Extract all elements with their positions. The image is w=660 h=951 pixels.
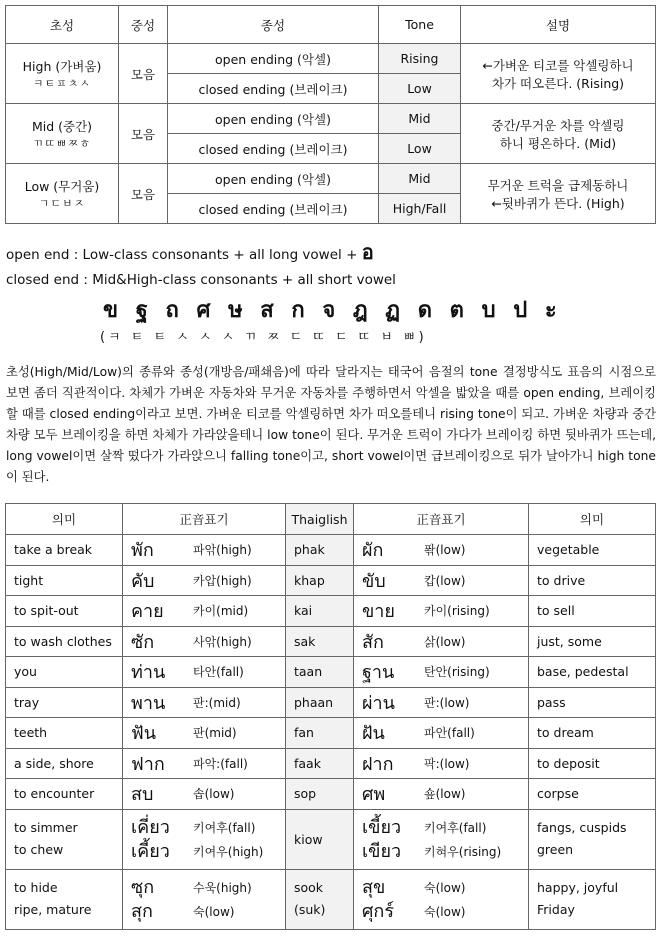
open-ending-cell: open ending (악셀) — [168, 44, 379, 74]
korean-spelling: 키여후(fall) — [193, 820, 256, 835]
table-row — [6, 687, 656, 718]
description-cell: 무거운 트럭을 급제동하니 ←뒷바퀴가 뜬다. (High) — [461, 164, 656, 224]
initial-class-low: Low (무거움) ㄱㄷㅂㅈ — [6, 164, 119, 224]
meaning-cell: pass — [529, 687, 656, 718]
closed-ending-cell: closed ending (브레이크) — [168, 194, 379, 224]
thai-word: ศุกร์ — [362, 900, 394, 922]
spelling-cell — [354, 657, 529, 688]
thaiglish-cell: sook (suk) — [286, 869, 354, 929]
closed-end-note: closed end : Mid&High-class consonants + all short vowel — [6, 272, 396, 288]
header-spelling-1: 正音표기 — [123, 504, 286, 535]
thai-word: เขียว — [362, 840, 402, 862]
open-end-note: open end : Low-class consonants + all long vowel + อ — [6, 240, 374, 264]
meaning-cell: you — [6, 657, 123, 688]
thai-word: ขาย — [362, 601, 395, 623]
thai-word: ผ่าน — [362, 692, 395, 714]
korean-spelling: 수욱(high) — [193, 880, 252, 895]
vocab-table — [5, 503, 656, 930]
spelling-cell — [123, 596, 286, 627]
korean-spelling: 카이(rising) — [424, 604, 490, 619]
spelling-cell — [354, 809, 529, 869]
korean-spelling: 판:(mid) — [193, 695, 241, 710]
table-row — [6, 535, 656, 566]
korean-spelling: 카압(high) — [193, 573, 252, 588]
thai-word: สุก — [131, 900, 153, 922]
header-vowel: 중성 — [119, 6, 168, 44]
open-ending-cell: open ending (악셀) — [168, 164, 379, 194]
tone-rules-table — [5, 5, 656, 224]
meaning-cell: vegetable — [529, 535, 656, 566]
thai-word: คาย — [131, 601, 164, 623]
table-row — [6, 565, 656, 596]
thai-word: ท่าน — [131, 662, 166, 684]
thai-consonant-list: ข ฐ ถ ศ ษ ส ก จ ฎ ฏ ด ต บ ป ะ — [103, 298, 562, 323]
thai-word: ขับ — [362, 570, 386, 592]
thaiglish-cell: faak — [286, 748, 354, 779]
thai-word: เขี้ยว — [362, 816, 402, 838]
spelling-cell — [123, 535, 286, 566]
spelling-cell — [354, 687, 529, 718]
header-final: 종성 — [168, 6, 379, 44]
meaning-cell: to sell — [529, 596, 656, 627]
korean-spelling: 파앆(high) — [193, 543, 252, 558]
thai-word: ผัก — [362, 540, 384, 562]
spelling-cell — [123, 809, 286, 869]
header-thaiglish: Thaiglish — [286, 504, 354, 535]
vowel-cell: 모음 — [119, 164, 168, 224]
thai-word: ฐาน — [362, 662, 395, 684]
meaning-cell: corpse — [529, 779, 656, 810]
korean-spelling: 사앆(high) — [193, 634, 252, 649]
tone-cell: Low — [379, 134, 461, 164]
meaning-cell: to wash clothes — [6, 626, 123, 657]
korean-spelling: 타안(fall) — [193, 665, 244, 680]
thai-word: ซุก — [131, 876, 155, 898]
thaiglish-cell: kai — [286, 596, 354, 627]
thai-word: เคี่ยว — [131, 816, 170, 838]
header-meaning-1: 의미 — [6, 504, 123, 535]
meaning-cell: to deposit — [529, 748, 656, 779]
thai-word: สบ — [131, 784, 154, 806]
thai-o-ang-char: อ — [361, 240, 374, 264]
description-cell: ←가벼운 티코를 악셀링하니 차가 떠오른다. (Rising) — [461, 44, 656, 104]
korean-spelling: 파안(fall) — [424, 726, 475, 741]
spelling-cell — [354, 535, 529, 566]
meaning-cell: teeth — [6, 718, 123, 749]
table-row — [6, 748, 656, 779]
closed-ending-cell: closed ending (브레이크) — [168, 74, 379, 104]
spelling-cell — [123, 748, 286, 779]
korean-spelling: 키여후(fall) — [424, 820, 487, 835]
korean-spelling: 숙(low) — [193, 904, 235, 919]
korean-spelling: 캅(low) — [424, 573, 466, 588]
spelling-cell — [123, 626, 286, 657]
spelling-cell — [354, 718, 529, 749]
thai-word: ศพ — [362, 784, 386, 806]
meaning-cell: tight — [6, 565, 123, 596]
spelling-cell — [123, 869, 286, 929]
thaiglish-cell: khap — [286, 565, 354, 596]
initial-class-mid: Mid (중간) ㄲㄸㅃㅉㅎ — [6, 104, 119, 164]
meaning-cell: to dream — [529, 718, 656, 749]
thai-word: สุข — [362, 876, 386, 898]
table-row — [6, 626, 656, 657]
header-tone: Tone — [379, 6, 461, 44]
closed-ending-cell: closed ending (브레이크) — [168, 134, 379, 164]
korean-spelling: 숖(low) — [424, 787, 466, 802]
meaning-cell: fangs, cuspids green — [529, 809, 656, 869]
tone-cell: Mid — [379, 164, 461, 194]
table-row — [6, 718, 656, 749]
korean-spelling: 키여우(high) — [193, 844, 264, 859]
table-row — [6, 779, 656, 810]
spelling-cell — [123, 687, 286, 718]
thai-word: คับ — [131, 570, 155, 592]
meaning-cell: take a break — [6, 535, 123, 566]
spelling-cell — [354, 626, 529, 657]
thai-word: พัก — [131, 540, 154, 562]
korean-spelling: 숙(low) — [424, 880, 466, 895]
korean-spelling: 파악:(fall) — [193, 756, 248, 771]
korean-spelling: 탄안(rising) — [424, 665, 490, 680]
meaning-cell: to encounter — [6, 779, 123, 810]
thaiglish-cell: sak — [286, 626, 354, 657]
thaiglish-cell: sop — [286, 779, 354, 810]
meaning-cell: to drive — [529, 565, 656, 596]
meaning-cell: to hide ripe, mature — [6, 869, 123, 929]
thai-word: พาน — [131, 692, 166, 714]
meaning-cell: to simmer to chew — [6, 809, 123, 869]
spelling-cell — [354, 748, 529, 779]
thai-word: สัก — [362, 631, 384, 653]
meaning-cell: a side, shore — [6, 748, 123, 779]
table-row — [6, 596, 656, 627]
korean-spelling: 삵(low) — [424, 634, 466, 649]
korean-spelling: 팍:(low) — [424, 756, 470, 771]
thaiglish-cell: fan — [286, 718, 354, 749]
thai-word: ฝัน — [362, 723, 385, 745]
header-meaning-2: 의미 — [529, 504, 656, 535]
korean-spelling: 판(mid) — [193, 726, 237, 741]
thaiglish-cell: taan — [286, 657, 354, 688]
korean-spelling: 퐊(low) — [424, 543, 466, 558]
vowel-cell: 모음 — [119, 104, 168, 164]
open-ending-cell: open ending (악셀) — [168, 104, 379, 134]
spelling-cell — [354, 596, 529, 627]
korean-spelling: 카이(mid) — [193, 604, 249, 619]
ending-notes — [6, 238, 656, 294]
thaiglish-cell: kiow — [286, 809, 354, 869]
thai-word: ฝาก — [362, 753, 394, 775]
explanation-paragraph: 초성(High/Mid/Low)의 종류와 종성(개방음/패쇄음)에 따라 달라지는 태국어 음절의 tone 결정방식도 표음의 시점으로 보면 좀더 직관적이다. 차체가 가벼운 자동차와 무거운 자동차를 주행하면서 악셀을 밟았을 때를 open ending, 브레이킹 할 때를 closed ending이라고 보면. 가벼운 티코를 악셀링하면 차가 떠오를테니 rising tone이 되고. 가벼운 차량과 중간 차량 모두 브레이킹을 하면 차체가 가라앉을테니 low tone이 된다. 무거운 트럭이 가다가 브레이킹 하면 뒷바퀴가 뜨는데, long vowel이면 살짝 떴다가 가라앉으니 falling tone이고, short vowel이면 급브레이킹으로 뒤가 날아가니 high tone이 된다. — [6, 365, 656, 484]
thai-word: ฟัน — [131, 723, 157, 745]
vowel-cell: 모음 — [119, 44, 168, 104]
meaning-cell: to spit-out — [6, 596, 123, 627]
korean-equivalent-list: (ㅋ ㅌ ㅌ ㅅ ㅅ ㅅ ㄲ ㅉ ㄷ ㄸ ㄷ ㄸ ㅂ ㅃ) — [100, 330, 427, 345]
spelling-cell — [123, 779, 286, 810]
spelling-cell — [123, 657, 286, 688]
spelling-cell — [123, 718, 286, 749]
thai-word: ซัก — [131, 631, 155, 653]
table-row — [6, 657, 656, 688]
korean-spelling: 숙(low) — [424, 904, 466, 919]
header-initial: 초성 — [6, 6, 119, 44]
meaning-cell: base, pedestal — [529, 657, 656, 688]
korean-spelling: 키혀우(rising) — [424, 844, 502, 859]
initial-class-high: High (가벼움) ㅋㅌㅍㅊㅅ — [6, 44, 119, 104]
thaiglish-cell: phaan — [286, 687, 354, 718]
meaning-cell: happy, joyful Friday — [529, 869, 656, 929]
tone-cell: Mid — [379, 104, 461, 134]
korean-spelling: 솝(low) — [193, 787, 235, 802]
thai-word: เคี้ยว — [131, 840, 170, 862]
header-description: 설명 — [461, 6, 656, 44]
spelling-cell — [354, 869, 529, 929]
thaiglish-cell: phak — [286, 535, 354, 566]
meaning-cell: just, some — [529, 626, 656, 657]
tone-cell: High/Fall — [379, 194, 461, 224]
meaning-cell: tray — [6, 687, 123, 718]
korean-spelling: 판:(low) — [424, 695, 470, 710]
tone-cell: Low — [379, 74, 461, 104]
header-spelling-2: 正音표기 — [354, 504, 529, 535]
thai-word: ฟาก — [131, 753, 165, 775]
description-cell: 중간/무거운 차를 악셀링 하니 평온하다. (Mid) — [461, 104, 656, 164]
spelling-cell — [123, 565, 286, 596]
tone-cell: Rising — [379, 44, 461, 74]
spelling-cell — [354, 565, 529, 596]
spelling-cell — [354, 779, 529, 810]
